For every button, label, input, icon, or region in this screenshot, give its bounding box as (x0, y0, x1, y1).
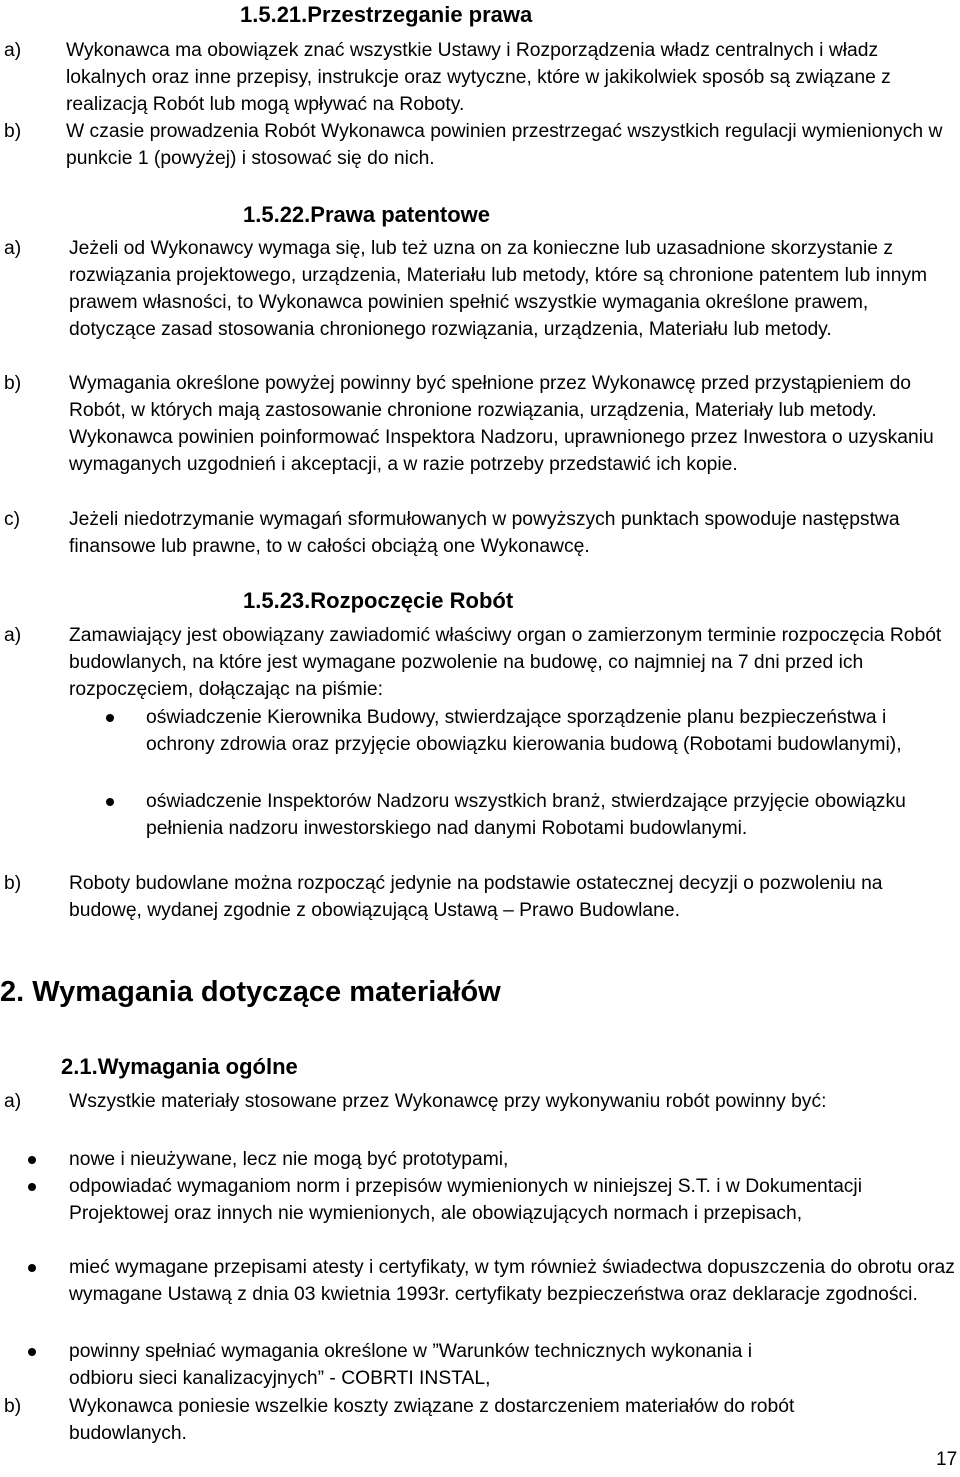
list-item (4, 870, 904, 924)
item-label: c) (4, 509, 21, 530)
chapter-heading: 2. Wymagania dotyczące materiałów (0, 976, 501, 1008)
bullet-text: oświadczenie Inspektorów Nadzoru wszystkich branż, stwierdzające przyjęcie obowiązku pełnienia nadzoru inwestorskiego nad danymi Robotami budowlanymi. (146, 791, 906, 839)
bullet-icon (106, 798, 114, 806)
list-item (4, 1088, 884, 1115)
item-label: a) (4, 238, 22, 259)
section-title: Rozpoczęcie Robót (310, 588, 514, 613)
bullet-icon (28, 1264, 36, 1272)
item-text: Roboty budowlane można rozpocząć jedynie na podstawie ostatecznej decyzji o pozwoleniu na budowę, wydanej zgodnie z obowiązującą Ustawą – Prawo Budowlane. (69, 873, 883, 921)
section-heading (240, 2, 532, 28)
item-text: Wykonawca poniesie wszelkie koszty związane z dostarczeniem materiałów do robót budowlanych. (69, 1396, 795, 1444)
item-label: a) (4, 1091, 22, 1112)
section-heading (61, 1054, 298, 1080)
bullet-item (69, 1173, 889, 1227)
section-heading (243, 202, 490, 228)
section-number: 2.1. (61, 1054, 98, 1079)
bullet-text: nowe i nieużywane, lecz nie mogą być prototypami, (69, 1149, 509, 1170)
item-text: Jeżeli niedotrzymanie wymagań sformułowanych w powyższych punktach spowoduje następstwa finansowe lub prawne, to w całości obciążą one Wykonawcę. (69, 509, 900, 557)
list-item (4, 118, 958, 172)
page-number: 17 (936, 1449, 958, 1470)
section-number: 1.5.21. (240, 2, 308, 27)
item-text: Jeżeli od Wykonawcy wymaga się, lub też uzna on za konieczne lub uzasadnione skorzystanie z rozwiązania projektowego, urządzenia, Materiału lub metody, które są chronione patentem lub innym prawem własności, to Wykonawca powinien spełnić wszystkie wymagania określone prawem, dotyczące zasad stosowania chronionego rozwiązania, urządzenia, Materiału lub metody. (69, 238, 928, 340)
list-item (4, 235, 954, 343)
item-label: b) (4, 121, 22, 142)
item-text: Wymagania określone powyżej powinny być spełnione przez Wykonawcę przed przystąpieniem do Robót, w których mają zastosowanie chronione rozwiązania, urządzenia, Materiały lub metody. Wykonawca powinien poinformować Inspektora Nadzoru, uprawnionego przez Inwestora o uzyskaniu wymaganych uzgodnień i akceptacji, a w razie potrzeby przedstawić ich kopie. (69, 373, 934, 475)
bullet-item (69, 1254, 958, 1308)
bullet-text: mieć wymagane przepisami atesty i certyfikaty, w tym również świadectwa dopuszczenia do obrotu oraz wymagane Ustawą z dnia 03 kwietnia 1993r. certyfikaty bezpieczeństwa oraz deklaracje zgodności. (69, 1257, 955, 1305)
section-number: 1.5.23. (243, 588, 311, 613)
section-heading (243, 588, 513, 614)
item-text: W czasie prowadzenia Robót Wykonawca powinien przestrzegać wszystkich regulacji wymienionych w punkcie 1 (powyżej) i stosować się do nich. (66, 121, 943, 169)
item-label: a) (4, 40, 22, 61)
list-item (4, 370, 954, 478)
section-number: 1.5.22. (243, 202, 311, 227)
bullet-item (69, 1146, 949, 1173)
section-title: Wymagania ogólne (97, 1054, 298, 1079)
item-label: a) (4, 625, 22, 646)
item-text: Wszystkie materiały stosowane przez Wykonawcę przy wykonywaniu robót powinny być: (69, 1091, 827, 1112)
item-label: b) (4, 1396, 22, 1417)
bullet-icon (28, 1183, 36, 1191)
list-item (4, 1393, 884, 1447)
item-text: Wykonawca ma obowiązek znać wszystkie Ustawy i Rozporządzenia władz centralnych i władz lokalnych oraz inne przepisy, instrukcje oraz wytyczne, które w jakikolwiek sposób są związane z realizacją Robót lub mogą wpływać na Roboty. (66, 40, 891, 115)
list-item (4, 622, 954, 703)
section-title: Przestrzeganie prawa (307, 2, 533, 27)
bullet-text: odpowiadać wymaganiom norm i przepisów wymienionych w niniejszej S.T. i w Dokumentacji Projektowej oraz innych nie wymienionych, ale obowiązujących normach i przepisach, (69, 1176, 862, 1224)
bullet-text: powinny spełniać wymagania określone w ”Warunków technicznych wykonania i odbioru sieci kanalizacyjnych” - COBRTI INSTAL, (69, 1341, 753, 1389)
item-label: b) (4, 373, 22, 394)
bullet-icon (28, 1348, 36, 1356)
item-text: Zamawiający jest obowiązany zawiadomić właściwy organ o zamierzonym terminie rozpoczęcia Robót budowlanych, na które jest wymagane pozwolenie na budowę, co najmniej na 7 dni przed ich rozpoczęciem, dołączając na piśmie: (69, 625, 942, 700)
list-item (4, 506, 954, 560)
bullet-icon (28, 1156, 36, 1164)
bullet-text: oświadczenie Kierownika Budowy, stwierdzające sporządzenie planu bezpieczeństwa i ochrony zdrowia oraz przyjęcie obowiązku kierowania budową (Robotami budowlanymi), (146, 707, 902, 755)
bullet-item (146, 788, 958, 842)
section-title: Prawa patentowe (310, 202, 490, 227)
bullet-item (69, 1338, 789, 1392)
list-item (4, 37, 954, 118)
bullet-item (146, 704, 958, 758)
bullet-icon (106, 714, 114, 722)
item-label: b) (4, 873, 22, 894)
